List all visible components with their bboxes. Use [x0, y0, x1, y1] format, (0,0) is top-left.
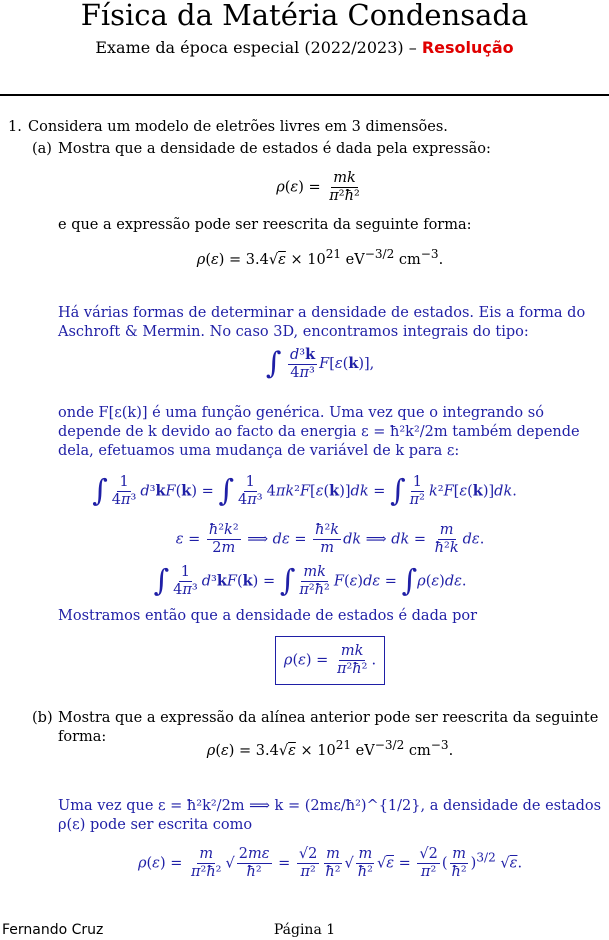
subtitle: [0, 38, 609, 57]
boxed-result: ρ(ε) = $\frac{mk}{\text{π²ħ²}}$ .: [0, 636, 609, 685]
footer-author: Fernando Cruz: [2, 922, 104, 938]
part-a-answer-p2: onde F[ε(k)] é uma função genérica. Uma vez que o integrando só depende de k devido ao facto da energia ε = ħ²k²/2m também depende dela, efetuamos uma mudança de variável de k para ε:: [58, 405, 580, 459]
part-a-answer-p1: Há várias formas de determinar a densidade de estados. Eis a forma do Aschroft & Mermin. No caso 3D, encontramos integrais do tipo:: [58, 305, 586, 340]
equation-integral-result: ∫ $\frac{1}{\text{4π³}}$ d³kF(k) = ∫ $\frac{mk}{\text{π²ħ²}}$ F(ε)dε = ∫ρ(ε)dε.: [153, 563, 467, 599]
part-a-followup: e que a expressão pode ser reescrita da seguinte forma:: [58, 217, 472, 233]
part-b-answer-p1: Uma vez que ε = ħ²k²/2m ⟹ k = (2mε/ħ²)^{1/2}, a densidade de estados ρ(ε) pode ser escrita como: [58, 798, 602, 833]
part-a-conclusion: Mostramos então que a densidade de estados é dada por: [58, 608, 478, 624]
equation-dos-numeric-b: $\rho(\varepsilon) = 3.4√\varepsilon \times 10^{21}$ $eV^{-3/2}$ $cm^{-3}$.: [206, 738, 454, 759]
part-a-label: (a): [32, 141, 52, 157]
question-number: 1.: [8, 119, 22, 135]
subtitle-text: Exame da época especial (2022/2023) –: [95, 38, 417, 57]
equation-dos-numeric: $\rho(\varepsilon) = 3.4√\varepsilon \times 10^{21}$ $eV^{-3/2}$ $cm^{-3}$.: [196, 247, 444, 268]
question-statement: Considera um modelo de eletrões livres em 3 dimensões.: [28, 119, 448, 135]
part-b-label: (b): [32, 710, 53, 726]
page-title: Física da Matéria Condensada: [80, 0, 529, 32]
equation-integral-type: ∫ $\frac{\text{d³k}}{\text{4π³}}$ F[ε(k)],: [265, 346, 375, 381]
part-a-statement: Mostra que a densidade de estados é dada pela expressão:: [58, 141, 491, 157]
footer-page-number: Página 1: [273, 922, 336, 938]
equation-dos-sqrt: ρ(ε) = $\frac{m}{\text{π²ħ²}}$ √ $\frac{2m\varepsilon}{\text{ħ²}}$ = $\frac{√2}{\text{π²}}$ $\frac{m}{\text{ħ²}}$ √ $\frac{m}{\text{ħ²}}$ √ε = $\frac{√2}{\text{π²}}$ ( $\frac{m}{\text{ħ²}}$ )$^{3/2}$ √ε.: [137, 846, 523, 880]
equation-change-variable: ∫ $\frac{1}{\text{4π³}}$ d³kF(k) = ∫ $\frac{1}{\text{4π³}}$ 4πk²F[ε(k)]dk = ∫ $\frac{1}{\text{π²}}$ k²F[ε(k)]dk.: [92, 473, 517, 509]
part-b-statement: Mostra que a expressão da alínea anterior pode ser reescrita da seguinte forma:: [58, 710, 599, 745]
subtitle-highlight: Resolução: [421, 38, 514, 57]
equation-dos: ρ(ε) = $\frac{mk}{\text{π²ħ²}}$: [276, 170, 360, 204]
equation-energy-substitution: ε = $\frac{\text{ħ²k²}}{2m}$ ⟹ dε = $\frac{\text{ħ²k}}{m}$ dk ⟹ dk = $\frac{m}{\text{ħ²k}}$ dε.: [175, 522, 485, 556]
header-rule: [0, 94, 609, 96]
